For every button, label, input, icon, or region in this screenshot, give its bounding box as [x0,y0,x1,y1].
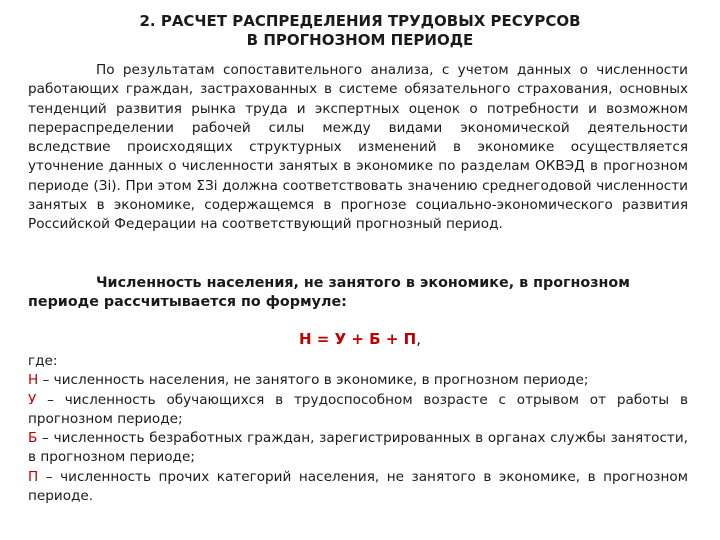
definition-text: – численность безработных граждан, зарегистрированных в органах службы занятости, в прогнозном периоде; [28,430,688,466]
title-line-1: 2. РАСЧЕТ РАСПРЕДЕЛЕНИЯ ТРУДОВЫХ РЕСУРСОВ [139,12,581,30]
title-line-2: В ПРОГНОЗНОМ ПЕРИОДЕ [246,31,474,49]
definition-text: – численность населения, не занятого в экономике, в прогнозном периоде; [38,372,589,389]
definition-symbol: Н [28,372,39,389]
definition-text: – численность прочих категорий населения, не занятого в экономике, в прогнозном периоде. [28,468,688,505]
definition-item [28,371,688,390]
definitions-list [28,352,688,506]
definition-symbol: Б [28,430,38,447]
definition-symbol: П [28,468,39,485]
intro-paragraph: По результатам сопоставительного анализа, с учетом данных о численности работающих граждан, застрахованных в системе обязательного страхования, основных тенденций развития рынка труда и экспертных оценок о потребности и возможном перераспределении рабочей силы между видами экономической деятельности вследствие происходящих структурных изменений в экономике осуществляется уточнение данных о численности занятых в экономике по разделам ОКВЭД в прогнозном периоде (Зi). При этом ΣЗi должна соответствовать значению среднегодовой численности занятых в экономике, содержащемся в прогнозе социально-экономического развития Российской Федерации на соответствующий прогнозный период. [28,62,688,233]
formula [0,330,720,348]
definition-item [28,468,688,507]
definitions-where: где: [28,353,58,369]
definition-item [28,391,688,430]
formula-tail: , [416,330,421,348]
page-title [0,12,720,50]
definition-text: – численность обучающихся в трудоспособном возрасте с отрывом от работы в прогнозном периоде; [28,391,688,427]
formula-intro: Численность населения, не занятого в экономике, в прогнозном периоде рассчитывается по формуле: [28,275,630,310]
formula-expression: Н = У + Б + П [299,330,417,348]
definition-symbol: У [28,391,37,408]
definition-item [28,429,688,468]
